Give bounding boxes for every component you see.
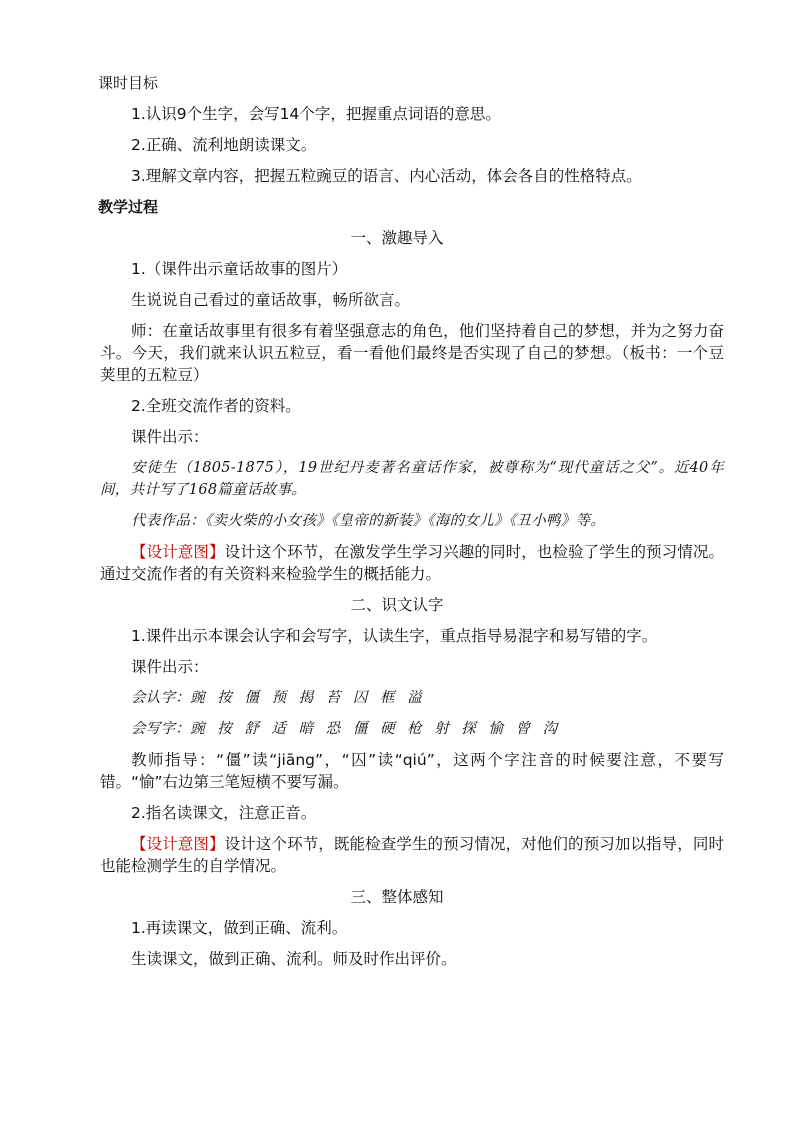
section1-paragraph-1: 1.（课件出示童话故事的图片） (131, 260, 348, 278)
recognize-chars-list: 豌 按 僵 预 揭 苔 囚 框 溢 (190, 690, 426, 706)
section2-title: 二、识文认字 (350, 596, 444, 614)
objective-item-3: 3.理解文章内容，把握五粒豌豆的语言、内心活动，体会各自的性格特点。 (131, 167, 642, 185)
design-intent-tag: 【设计意图】 (131, 543, 225, 561)
section1-paragraph-4: 2.全班交流作者的资料。 (131, 397, 301, 415)
section2-paragraph-4: 2.指名读课文，注意正音。 (131, 804, 317, 822)
design-intent-text: 设计这个环节，在激发学生学习兴趣的同时，也检验了学生的预习情况。通过交流作者的有关资料来检验学生的概括能力。 (100, 543, 724, 583)
write-chars-label: 会写字： (131, 721, 191, 737)
recognize-chars-label: 会认字： (131, 690, 191, 706)
design-intent-tag: 【设计意图】 (131, 835, 225, 853)
section1-design-note (100, 541, 724, 585)
process-heading: 教学过程 (98, 198, 159, 216)
recognize-chars-row (100, 687, 724, 709)
section1-paragraph-2: 生说说自己看过的童话故事，畅所欲言。 (131, 291, 411, 309)
write-chars-row (100, 718, 724, 740)
section2-paragraph-2: 课件出示： (131, 658, 209, 676)
section2-paragraph-3: 教师指导：“僵”读“jiāng”，“囚”读“qiú”，这两个字注音的时候要注意，不要写错。“愉”右边第三笔短横不要写漏。 (100, 751, 724, 791)
author-works-quote: 代表作品：《卖火柴的小女孩》《皇帝的新装》《海的女儿》《丑小鸭》等。 (131, 513, 606, 529)
section3-paragraph-1: 1.再读课文，做到正确、流利。 (131, 919, 348, 937)
design-intent-text: 设计这个环节，既能检查学生的预习情况，对他们的预习加以指导，同时也能检测学生的自学情况。 (100, 835, 724, 875)
section3-title: 三、整体感知 (350, 888, 444, 906)
section1-paragraph-5: 课件出示： (131, 428, 209, 446)
objective-item-1: 1.认识9个生字，会写14个字，把握重点词语的意思。 (131, 105, 501, 123)
section1-paragraph-3: 师：在童话故事里有很多有着坚强意志的角色，他们坚持着自己的梦想，并为之努力奋斗。今天，我们就来认识五粒豆，看一看他们最终是否实现了自己的梦想。（板书：一个豆荚里的五粒豆） (100, 322, 724, 384)
objectives-heading: 课时目标 (98, 74, 159, 92)
objective-item-2: 2.正确、流利地朗读课文。 (131, 136, 317, 154)
section3-paragraph-2: 生读课文，做到正确、流利。师及时作出评价。 (131, 950, 457, 968)
section1-title: 一、激趣导入 (350, 229, 444, 247)
section2-paragraph-1: 1.课件出示本课会认字和会写字，认读生字，重点指导易混字和易写错的字。 (131, 627, 658, 645)
author-intro-quote: 安徒生（1805-1875），19世纪丹麦著名童话作家，被尊称为“现代童话之父”。近40年间，共计写了168篇童话故事。 (100, 460, 724, 498)
write-chars-list: 豌 按 舒 适 暗 恐 僵 硬 枪 射 探 愉 曾 沟 (190, 721, 562, 737)
section2-design-note (100, 833, 724, 877)
